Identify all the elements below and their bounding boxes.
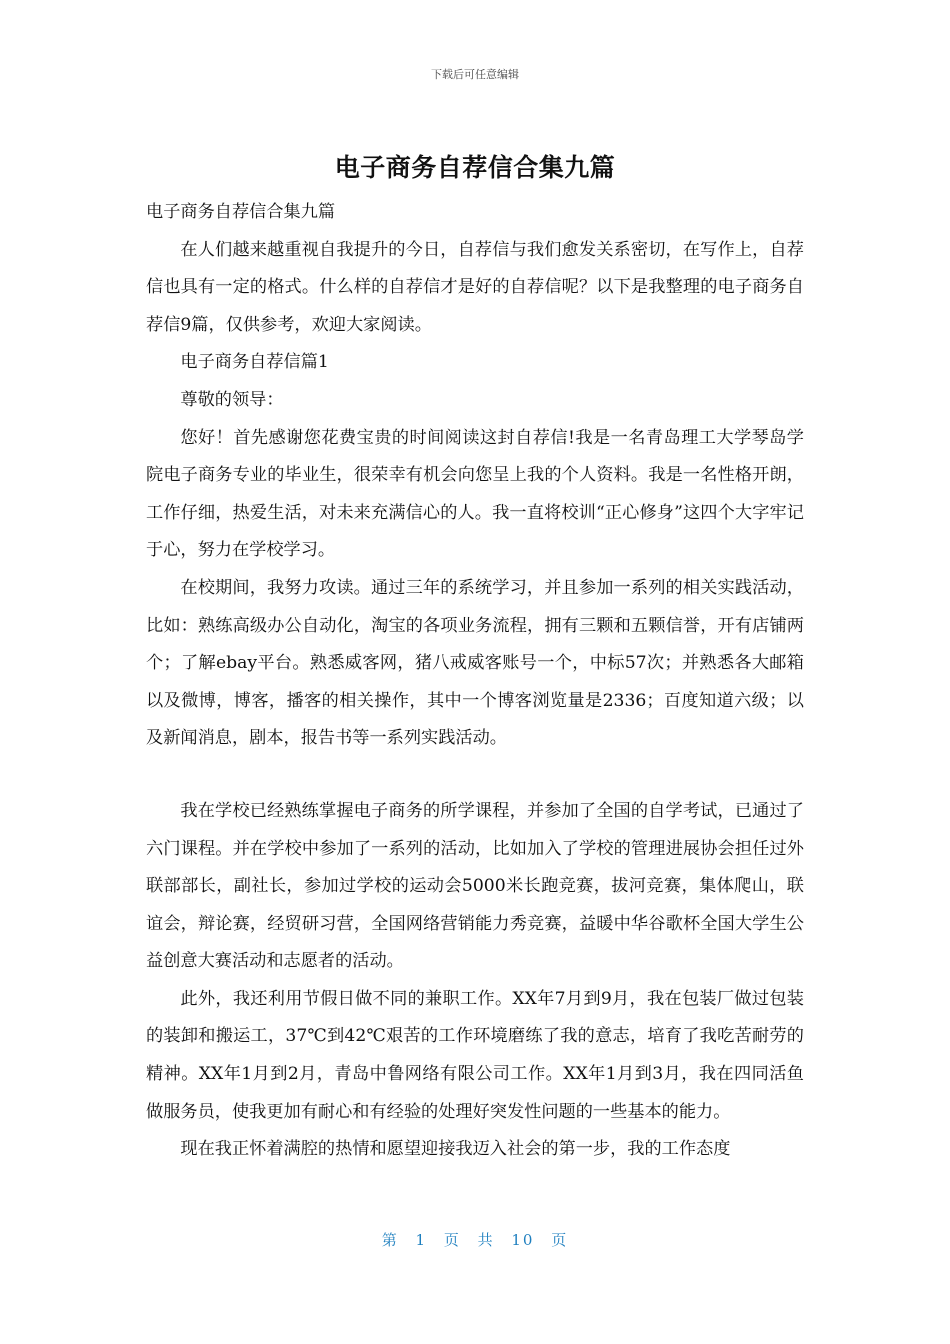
intro-paragraph: 在人们越来越重视自我提升的今日，自荐信与我们愈发关系密切，在写作上，自荐信也具有一定的格式。什么样的自荐信才是好的自荐信呢？以下是我整理的电子商务自荐信9篇，仅供参考，欢迎大家阅读。 xyxy=(146,239,804,335)
document-body xyxy=(146,194,804,1169)
body-paragraph: 您好！首先感谢您花费宝贵的时间阅读这封自荐信!我是一名青岛理工大学琴岛学院电子商务专业的毕业生，很荣幸有机会向您呈上我的个人资料。我是一名性格开朗，工作仔细，热爱生活，对未来充满信心的人。我一直将校训“正心修身”这四个大字牢记于心，努力在学校学习。 xyxy=(146,427,804,561)
page-header-note: 下载后可任意编辑 xyxy=(431,68,519,81)
document-title: 电子商务自荐信合集九篇 xyxy=(334,153,616,182)
body-paragraph: 现在我正怀着满腔的热情和愿望迎接我迈入社会的第一步，我的工作态度 xyxy=(180,1139,731,1160)
section-heading: 电子商务自荐信篇1 xyxy=(180,352,329,373)
body-paragraph: 此外，我还利用节假日做不同的兼职工作。XX年7月到9月，我在包装厂做过包装的装卸和搬运工，37℃到42℃艰苦的工作环境磨练了我的意志，培育了我吃苦耐劳的精神。XX年1月到2月，青岛中鲁网络有限公司工作。XX年1月到3月，我在四同活鱼做服务员，使我更加有耐心和有经验的处理好突发性问题的一些基本的能力。 xyxy=(146,988,804,1122)
subtitle-paragraph: 电子商务自荐信合集九篇 xyxy=(146,202,336,222)
salutation: 尊敬的领导： xyxy=(180,389,284,410)
body-paragraph: 在校期间，我努力攻读。通过三年的系统学习，并且参加一系列的相关实践活动，比如：熟练高级办公自动化，淘宝的各项业务流程，拥有三颗和五颗信誉，开有店铺两个；了解ebay平台。熟悉威客网，猪八戒威客账号一个，中标57次；并熟悉各大邮箱以及微博，博客，播客的相关操作，其中一个博客浏览量是2336；百度知道六级；以及新闻消息，剧本，报告书等一系列实践活动。 xyxy=(146,577,804,749)
page-number-footer: 第 1 页 共 10 页 xyxy=(381,1231,569,1249)
body-paragraph: 我在学校已经熟练掌握电子商务的所学课程，并参加了全国的自学考试，已通过了六门课程。并在学校中参加了一系列的活动，比如加入了学校的管理进展协会担任过外联部部长，副社长，参加过学校的运动会5000米长跑竞赛，拔河竞赛，集体爬山，联谊会，辩论赛，经贸研习营，全国网络营销能力秀竞赛，益暖中华谷歌杯全国大学生公益创意大赛活动和志愿者的活动。 xyxy=(146,800,804,972)
